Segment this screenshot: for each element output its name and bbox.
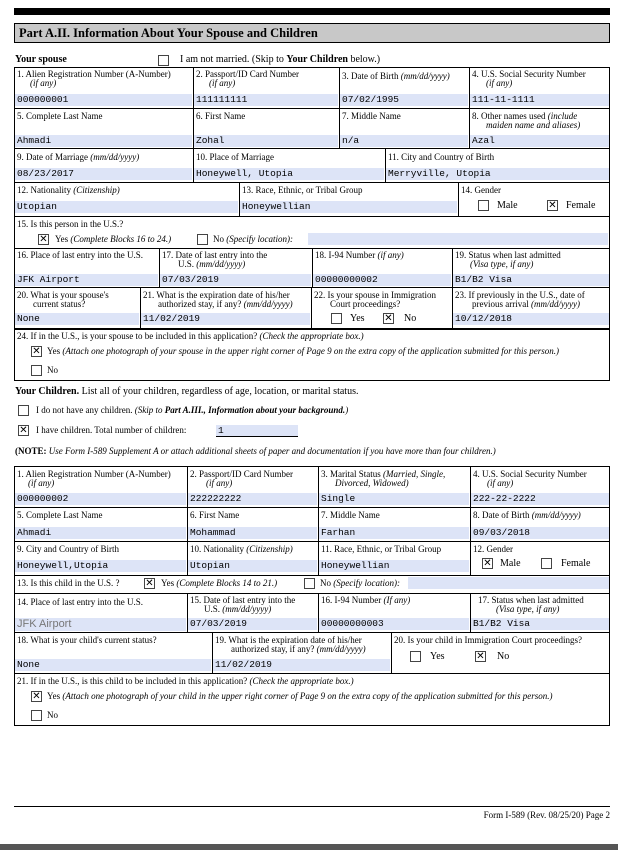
spouse-prev-label: 23. If previously in the U.S., date of [455,290,585,300]
child-female-checkbox[interactable] [541,558,552,569]
child-passport-field[interactable]: 222222222 [188,493,317,505]
spouse-middle-label: 7. Middle Name [342,111,401,121]
child-exp-label2: authorized stay, if any? (mm/dd/yyyy) [231,644,366,654]
spouse-curstatus-label: 20. What is your spouse's [17,290,109,300]
child-anumber-sub: (if any) [28,478,55,488]
spouse-court-no-checkbox[interactable]: ✕ [384,313,393,324]
footer-rule [14,806,610,807]
child-inus-label: 13. Is this child in the U.S. ? [17,578,120,588]
child-entrydate-label2: U.S. (mm/dd/yyyy) [204,604,272,614]
child-marital-sub: Divorced, Widowed) [335,478,409,488]
spouse-male-checkbox[interactable] [478,200,489,211]
spouse-other-field[interactable]: Azal [470,135,609,147]
spouse-race-field[interactable]: Honeywellian [240,201,457,213]
spouse-curstatus-label2: current status? [33,299,86,309]
spouse-court-label: 22. Is your spouse in Immigration [314,290,436,300]
spouse-entry-field[interactable]: JFK Airport [15,274,158,286]
child-exp-field[interactable]: 11/02/2019 [213,659,390,671]
child-middle-label: 7. Middle Name [321,510,380,520]
child-court-no-label: No [497,651,510,662]
spouse-anumber-field[interactable]: 000000001 [15,94,192,106]
child-marital-label: 3. Marital Status (Married, Single, [321,469,446,479]
spouse-pom-label: 10. Place of Marriage [196,152,274,162]
spouse-dob-field[interactable]: 07/02/1995 [340,94,468,106]
spouse-ssn-field[interactable]: 111-11-1111 [470,94,609,106]
spouse-exp-field[interactable]: 11/02/2019 [141,313,310,325]
child-male-checkbox[interactable]: ✕ [483,558,492,569]
not-married-label: I am not married. (Skip to Your Children below.) [180,54,381,65]
not-married-checkbox[interactable] [158,55,169,66]
child-inus-yes-checkbox[interactable]: ✕ [145,578,154,589]
child-last-label: 5. Complete Last Name [17,510,103,520]
child-gender-label: 12. Gender [473,544,513,554]
total-children-field[interactable]: 1 [216,425,298,437]
spouse-ssn-label: 4. U.S. Social Security Number [472,69,586,79]
child-court-yes-checkbox[interactable] [410,651,421,662]
child-status-sub: (Visa type, if any) [496,604,560,614]
have-children-checkbox[interactable]: ✕ [19,425,28,436]
spouse-ssn-sub: (if any) [486,78,513,88]
spouse-heading: Your spouse [15,54,67,65]
child-first-label: 6. First Name [190,510,240,520]
child-race-label: 11. Race, Ethnic, or Tribal Group [321,544,442,554]
child-anumber-field[interactable]: 000000002 [15,493,186,505]
child-nat-label: 10. Nationality (Citizenship) [190,544,293,554]
child-entrydate-field[interactable]: 07/03/2019 [188,618,317,630]
child-court-no-checkbox[interactable]: ✕ [476,651,485,662]
have-children-label: I have children. Total number of children: [36,425,187,435]
child-status-label: 17. Status when last admitted [478,595,584,605]
bottom-bar [0,844,618,850]
spouse-exp-label2: authorized stay, if any? (mm/dd/yyyy) [158,299,293,309]
spouse-cob-field[interactable]: Merryville, Utopia [386,168,609,180]
spouse-entry-label: 16. Place of last entry into the U.S. [17,250,143,260]
spouse-passport-sub: (if any) [209,78,236,88]
spouse-inus-label: 15. Is this person in the U.S.? [17,219,124,229]
spouse-prev-field[interactable]: 10/12/2018 [453,313,609,325]
part-title: Part A.II. Information About Your Spouse and Children [14,23,610,43]
child-inus-yes-label: Yes (Complete Blocks 14 to 21.) [161,578,278,588]
spouse-include-no-checkbox[interactable] [31,365,42,376]
spouse-status-sub: (Visa type, if any) [470,259,534,269]
spouse-nat-field[interactable]: Utopian [15,201,238,213]
spouse-other-sub: maiden name and aliases) [486,120,581,130]
child-middle-field[interactable]: Farhan [319,527,469,539]
spouse-i94-label: 18. I-94 Number (if any) [315,250,404,260]
spouse-last-label: 5. Complete Last Name [17,111,103,121]
child-include-no-checkbox[interactable] [31,710,42,721]
child-inus-no-checkbox[interactable] [304,578,315,589]
spouse-anumber-sub: (if any) [30,78,57,88]
child-anumber-label: 1. Alien Registration Number (A-Number) [17,469,171,479]
child-entry-label: 14. Place of last entry into the U.S. [17,597,143,607]
no-children-checkbox[interactable] [18,405,29,416]
child-i94-label: 16. I-94 Number (If any) [321,595,411,605]
child-include-no-label: No [47,710,58,720]
child-i94-field[interactable]: 00000000003 [319,618,469,630]
spouse-inus-no-checkbox[interactable] [197,234,208,245]
spouse-curstatus-field[interactable]: None [15,313,139,325]
child-include-yes-label: Yes (Attach one photograph of your child in the upper right corner of Page 9 on the extra copy of the application submitted for this person.) [47,691,553,701]
spouse-status-field[interactable]: B1/B2 Visa [453,274,609,286]
spouse-race-label: 13. Race, Ethnic, or Tribal Group [242,185,363,195]
spouse-entrydate-label2: U.S. (mm/dd/yyyy) [178,259,246,269]
spouse-dom-label: 9. Date of Marriage (mm/dd/yyyy) [17,152,140,162]
child-dob-label: 8. Date of Birth (mm/dd/yyyy) [473,510,581,520]
spouse-first-label: 6. First Name [196,111,246,121]
spouse-include-label: 24. If in the U.S., is your spouse to be included in this application? (Check the appropriate box.) [17,331,364,341]
spouse-include-yes-label: Yes (Attach one photograph of your spouse in the upper right corner of Page 9 on the extra copy of the application submitted for this person.) [47,346,560,356]
child-curstatus-field[interactable]: None [15,659,211,671]
spouse-entrydate-label: 17. Date of last entry into the [162,250,268,260]
spouse-first-field[interactable]: Zohal [194,135,338,147]
child-exp-label: 19. What is the expiration date of his/her [215,635,362,645]
spouse-inus-yes-checkbox[interactable]: ✕ [39,234,48,245]
child-nat-field[interactable]: Utopian [188,560,317,572]
spouse-passport-field[interactable]: 111111111 [194,94,338,106]
spouse-include-yes-checkbox[interactable]: ✕ [32,346,41,357]
spouse-court-no-label: No [404,313,417,324]
child-inus-no-label: No (Specify location): [320,578,400,588]
spouse-court-yes-label: Yes [350,313,365,324]
spouse-inus-no-label: No (Specify location): [213,234,293,244]
spouse-i94-field[interactable]: 00000000002 [313,274,451,286]
spouse-dob-label: 3. Date of Birth (mm/dd/yyyy) [342,71,450,81]
child-race-field[interactable]: Honeywellian [319,560,469,572]
child-ssn-sub: (if any) [487,478,514,488]
child-include-label: 21. If in the U.S., is this child to be included in this application? (Check the appropriate box.) [17,676,354,686]
spouse-middle-field[interactable]: n/a [340,135,468,147]
spouse-gender-label: 14. Gender [461,185,501,195]
spouse-dom-field[interactable]: 08/23/2017 [15,168,192,180]
spouse-female-label: Female [566,200,596,211]
child-ssn-label: 4. U.S. Social Security Number [473,469,587,479]
spouse-status-label: 19. Status when last admitted [455,250,561,260]
children-note: (NOTE: Use Form I-589 Supplement A or attach additional sheets of paper and documentation if you have more than four children.) [15,446,496,456]
child-entrydate-label: 15. Date of last entry into the [190,595,296,605]
child-passport-label: 2. Passport/ID Card Number [190,469,293,479]
spouse-include-no-label: No [47,365,58,375]
child-location-field[interactable] [408,577,609,589]
children-intro: Your Children. List all of your children, regardless of age, location, or marital status. [15,386,359,397]
spouse-last-field[interactable]: Ahmadi [15,135,192,147]
child-court-label: 20. Is your child in Immigration Court proceedings? [394,635,582,645]
spouse-passport-label: 2. Passport/ID Card Number [196,69,299,79]
spouse-anumber-label: 1. Alien Registration Number (A-Number) [17,69,171,79]
child-entry-field[interactable]: JFK Airport [15,618,186,631]
spouse-other-label: 8. Other names used (include [472,111,578,121]
spouse-court-yes-checkbox[interactable] [331,313,342,324]
spouse-exp-label: 21. What is the expiration date of his/her [143,290,290,300]
child-court-yes-label: Yes [430,651,445,662]
spouse-location-field[interactable] [308,233,608,245]
spouse-inus-yes-label: Yes (Complete Blocks 16 to 24.) [55,234,172,244]
spouse-court-label2: Court proceedings? [330,299,401,309]
spouse-cob-label: 11. City and Country of Birth [388,152,495,162]
spouse-male-label: Male [497,200,518,211]
child-dob-field[interactable]: 09/03/2018 [471,527,609,539]
spouse-pom-field[interactable]: Honeywell, Utopia [194,168,384,180]
child-first-field[interactable]: Mohammad [188,527,317,539]
child-ssn-field[interactable]: 222-22-2222 [471,493,609,505]
spouse-nat-label: 12. Nationality (Citizenship) [17,185,120,195]
child-last-field[interactable]: Ahmadi [15,527,186,539]
top-rule [14,8,610,15]
child-status-field[interactable]: B1/B2 Visa [471,618,609,630]
child-cob-label: 9. City and Country of Birth [17,544,119,554]
child-curstatus-label: 18. What is your child's current status? [17,635,157,645]
child-female-label: Female [561,558,591,569]
spouse-female-checkbox[interactable]: ✕ [548,200,557,211]
child-passport-sub: (if any) [206,478,233,488]
child-cob-field[interactable]: Honeywell,Utopia [15,560,186,572]
spouse-prev-label2: previous arrival (mm/dd/yyyy) [472,299,580,309]
child-male-label: Male [500,558,521,569]
no-children-label: I do not have any children. (Skip to Part A.III., Information about your background.) [36,405,349,415]
child-marital-field[interactable]: Single [319,493,469,505]
form-footer: Form I-589 (Rev. 08/25/20) Page 2 [483,810,610,820]
spouse-entrydate-field[interactable]: 07/03/2019 [160,274,311,286]
child-include-yes-checkbox[interactable]: ✕ [32,691,41,702]
